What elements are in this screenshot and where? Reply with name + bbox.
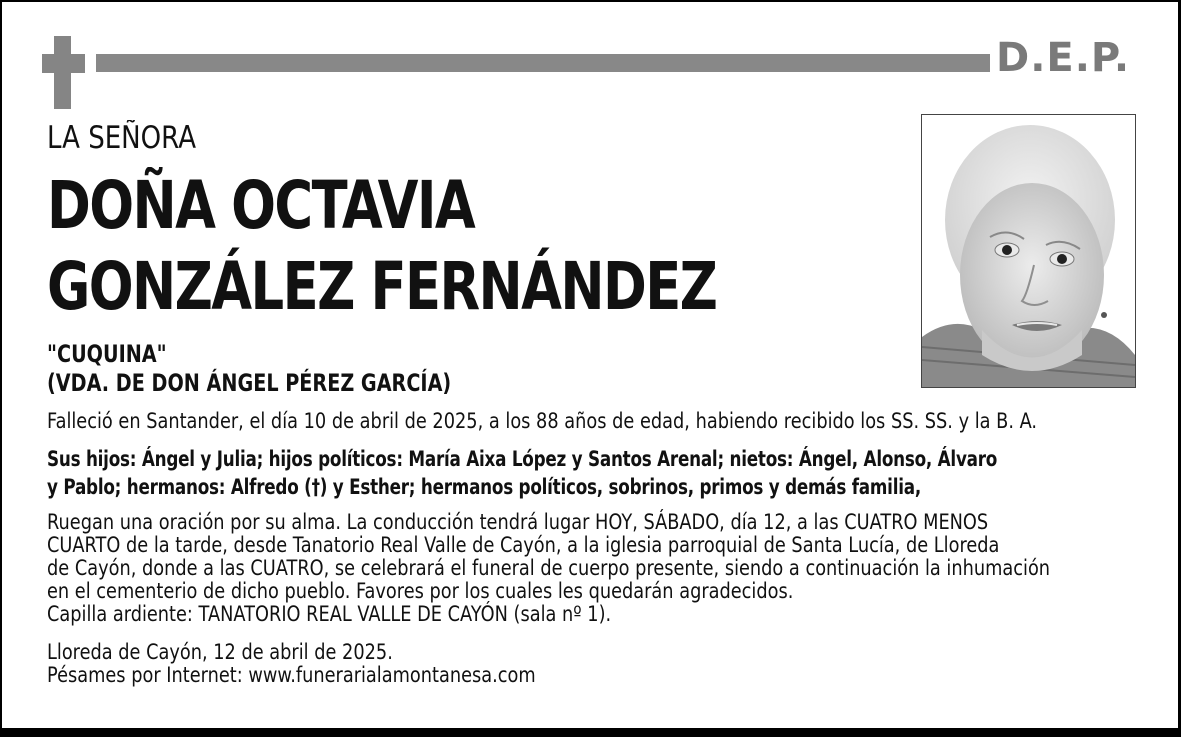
dep-label: D.E.P.	[996, 35, 1131, 81]
ceremony-line: CUARTO de la tarde, desde Tanatorio Real Valle de Cayón, a la iglesia parroquial de Santa Lucía, de Lloreda	[47, 533, 1000, 557]
family-line: y Pablo; hermanos: Alfredo (†) y Esther; hermanos políticos, sobrinos, primos y demás familia,	[47, 475, 921, 499]
family-line: Sus hijos: Ángel y Julia; hijos políticos: María Aixa López y Santos Arenal; nietos: Ángel, Alonso, Álvaro	[47, 447, 998, 471]
place-date: Lloreda de Cayón, 12 de abril de 2025.	[47, 640, 393, 664]
portrait-image	[922, 115, 1135, 387]
death-line: Falleció en Santander, el día 10 de abril de 2025, a los 88 años de edad, habiendo recibido los SS. SS. y la B. A.	[47, 409, 1038, 433]
title-prefix: LA SEÑORA	[47, 120, 197, 156]
header-rule	[96, 54, 990, 72]
widow-of: (VDA. DE DON ÁNGEL PÉREZ GARCÍA)	[47, 369, 452, 397]
deceased-name-line1: DOÑA OCTAVIA	[47, 167, 475, 244]
ceremony-line: Capilla ardiente: TANATORIO REAL VALLE DE CAYÓN (sala nº 1).	[47, 602, 612, 626]
ceremony-line: en el cementerio de dicho pueblo. Favores por los cuales les quedarán agradecidos.	[47, 579, 794, 603]
deceased-portrait	[921, 114, 1136, 388]
bottom-border	[0, 728, 1181, 737]
deceased-name-line2: GONZÁLEZ FERNÁNDEZ	[47, 248, 717, 325]
ceremony-line: de Cayón, donde a las CUATRO, se celebrará el funeral de cuerpo presente, siendo a continuación la inhumación	[47, 556, 1051, 580]
ceremony-line: Ruegan una oración por su alma. La conducción tendrá lugar HOY, SÁBADO, día 12, a las CUATRO MENOS	[47, 510, 989, 534]
nickname: "CUQUINA"	[47, 340, 167, 368]
condolences-website: Pésames por Internet: www.funerarialamontanesa.com	[47, 663, 536, 687]
